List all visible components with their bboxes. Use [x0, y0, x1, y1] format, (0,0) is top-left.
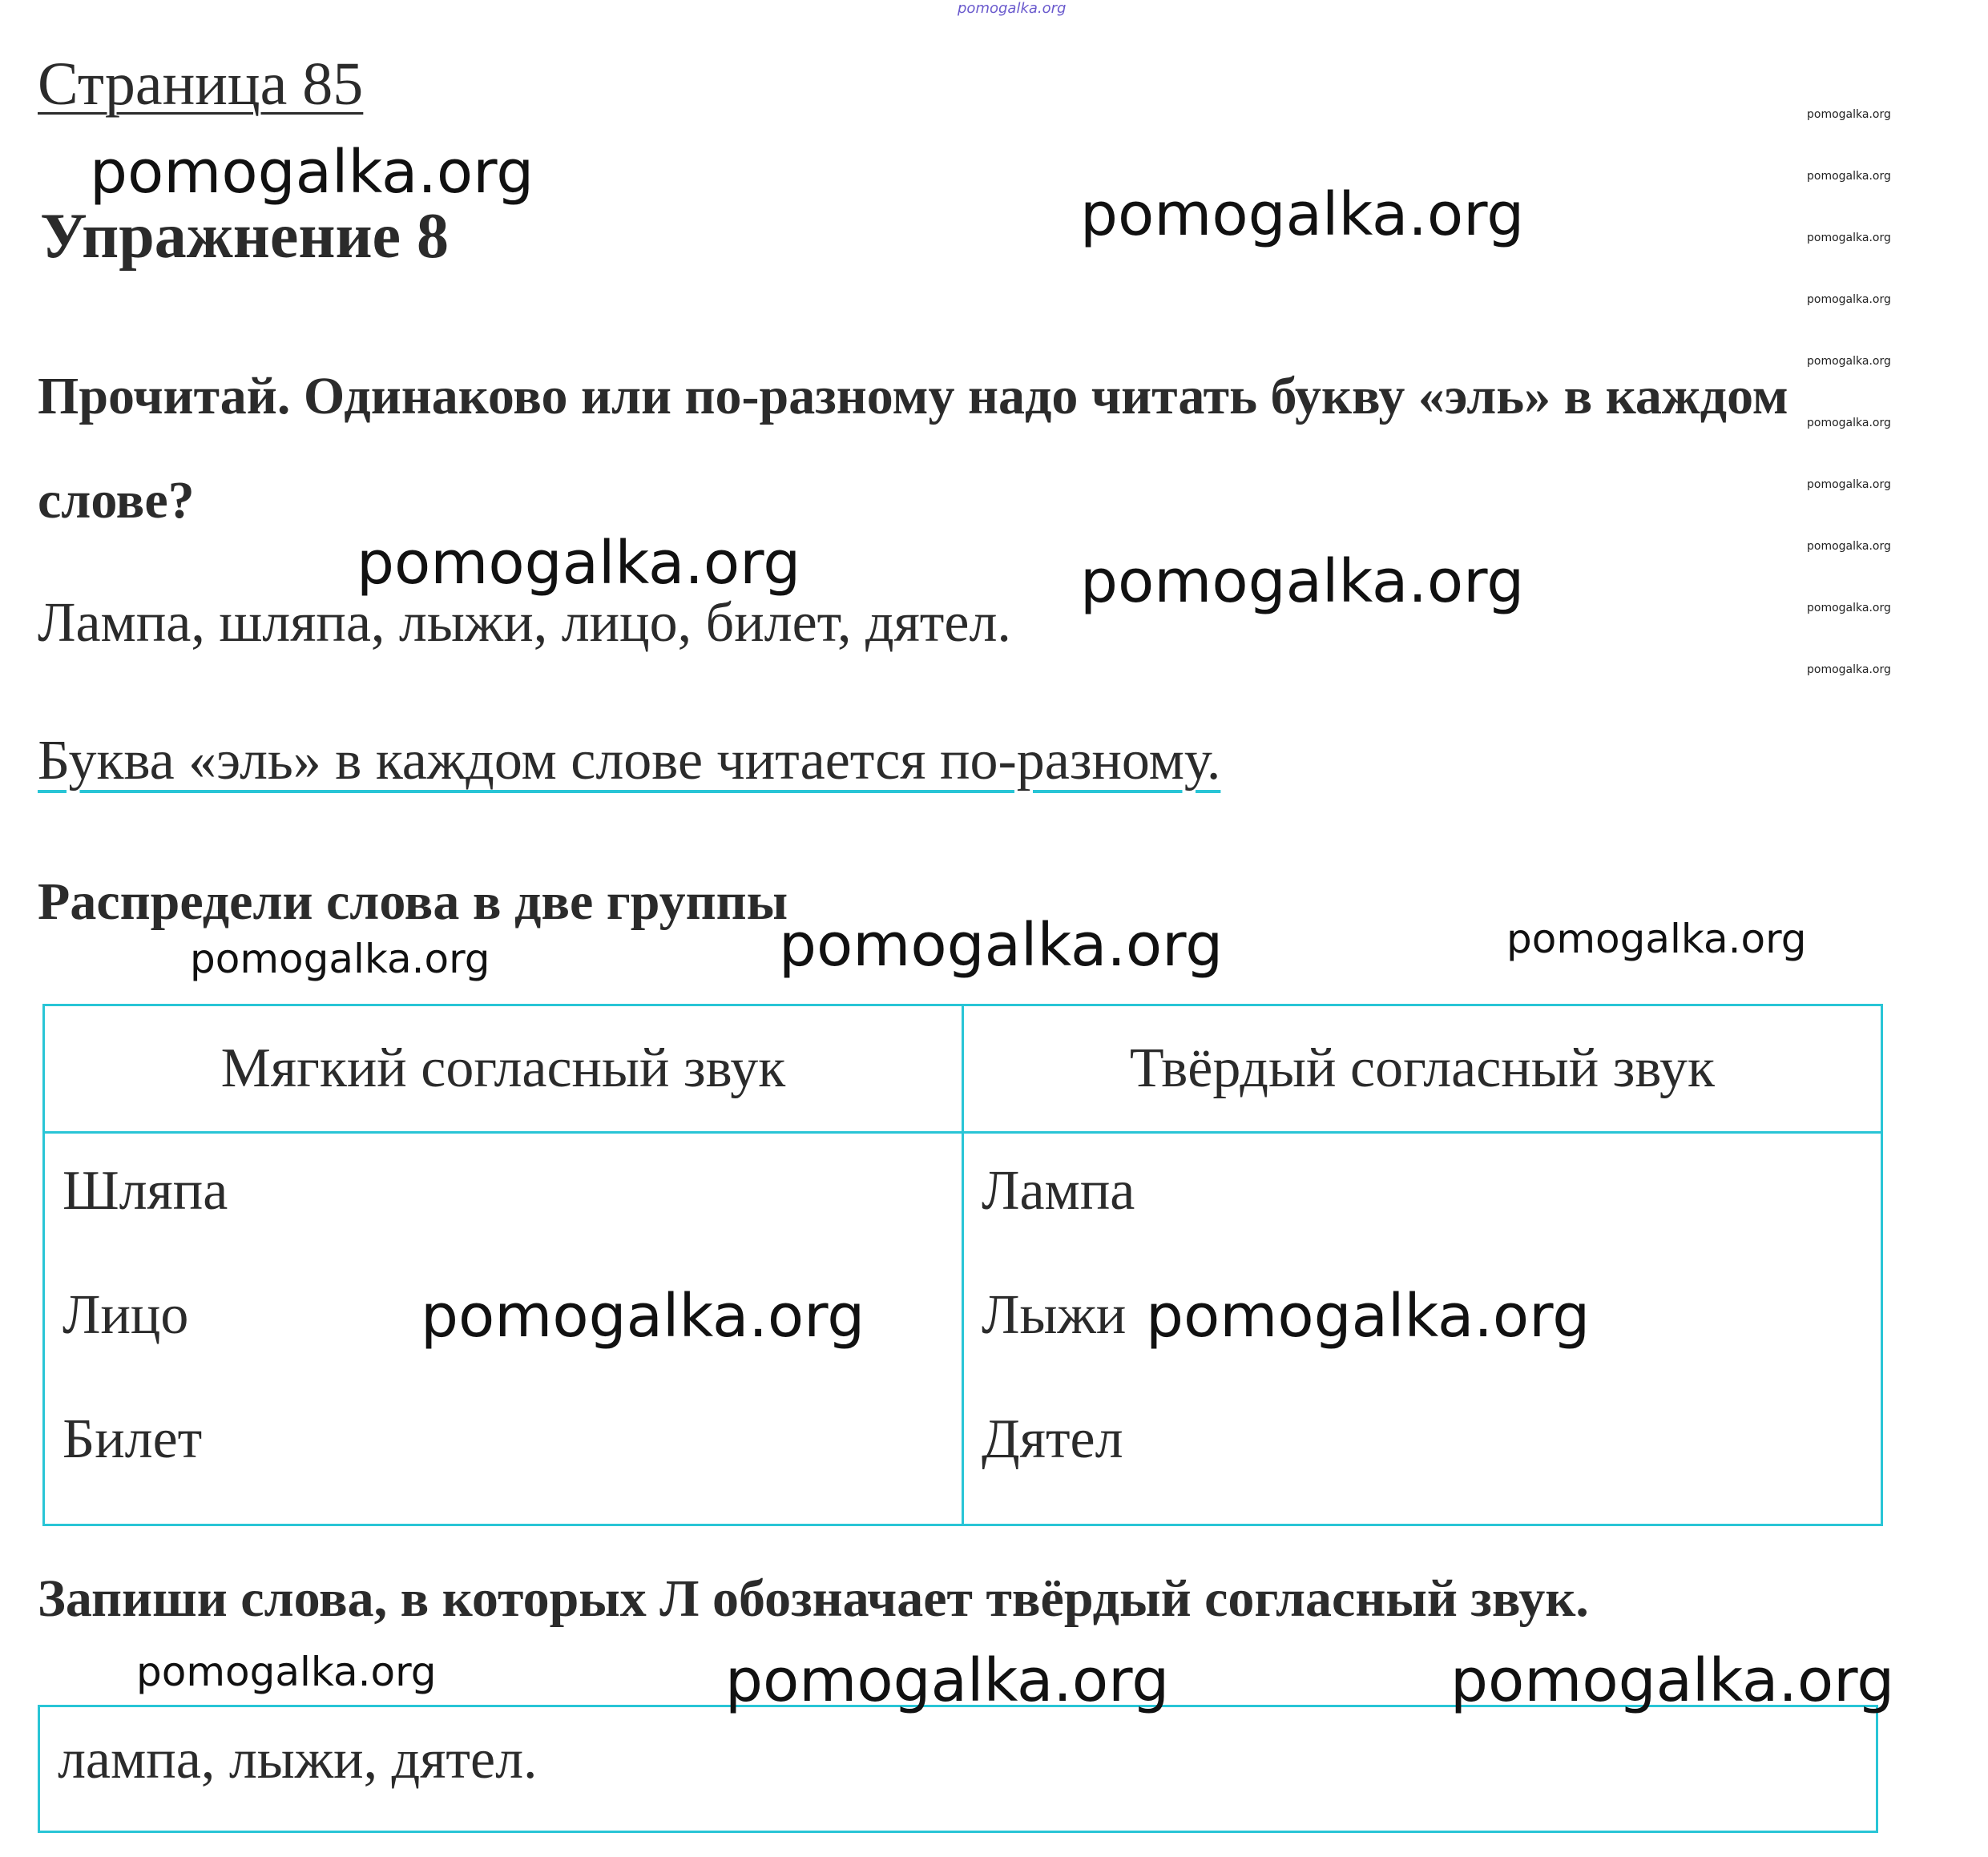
watermark: pomogalka.org	[136, 1649, 437, 1695]
column-header-hard: Твёрдый согласный звук	[963, 1005, 1882, 1133]
answer-box: лампа, лыжи, дятел.	[38, 1705, 1878, 1833]
watermark-small: pomogalka.org	[1807, 417, 1891, 429]
task-instruction: Прочитай. Одинаково или по-разному надо читать букву «эль» в каждом слове?	[38, 367, 1788, 530]
table-row	[44, 1133, 1882, 1525]
watermark-top: pomogalka.org	[958, 0, 1067, 17]
list-item: Билет	[63, 1408, 203, 1470]
word-groups-table	[42, 1004, 1883, 1526]
word-list: Лампа, шляпа, лыжи, лицо, билет, дятел.	[38, 592, 1011, 654]
watermark: pomogalka.org	[1146, 1282, 1591, 1351]
watermark-small: pomogalka.org	[1807, 478, 1891, 491]
watermark-small: pomogalka.org	[1807, 663, 1891, 676]
list-item: Лампа	[982, 1160, 1135, 1222]
watermark-small: pomogalka.org	[1807, 293, 1891, 306]
column-header-soft: Мягкий согласный звук	[44, 1005, 963, 1133]
watermark: pomogalka.org	[1080, 180, 1525, 249]
watermark: pomogalka.org	[725, 1646, 1170, 1715]
task-instruction-write: Запиши слова, в которых Л обозначает твёрдый согласный звук.	[38, 1569, 1589, 1628]
watermark: pomogalka.org	[90, 138, 534, 207]
task-instruction-groups: Распредели слова в две группы	[38, 872, 788, 931]
watermark: pomogalka.org	[357, 529, 801, 598]
page-title: Страница 85	[38, 50, 364, 118]
watermark: pomogalka.org	[1080, 547, 1525, 616]
list-item: Лицо	[63, 1284, 189, 1346]
watermark: pomogalka.org	[1506, 916, 1807, 962]
watermark-small: pomogalka.org	[1807, 232, 1891, 244]
answer-sentence: Буква «эль» в каждом слове читается по-разному.	[38, 730, 1221, 792]
watermark: pomogalka.org	[1450, 1646, 1895, 1715]
exercise-title: Упражнение 8	[40, 201, 450, 272]
watermark-small: pomogalka.org	[1807, 602, 1891, 614]
watermark-small: pomogalka.org	[1807, 170, 1891, 183]
watermark: pomogalka.org	[190, 936, 490, 982]
watermark-small: pomogalka.org	[1807, 540, 1891, 553]
table-header-row	[44, 1005, 1882, 1133]
list-item: Лыжи	[982, 1284, 1127, 1346]
watermark: pomogalka.org	[421, 1282, 865, 1351]
list-item: Шляпа	[63, 1160, 228, 1222]
watermark-small: pomogalka.org	[1807, 108, 1891, 121]
list-item: Дятел	[982, 1408, 1123, 1470]
watermark: pomogalka.org	[779, 911, 1224, 980]
watermark-small: pomogalka.org	[1807, 355, 1891, 368]
